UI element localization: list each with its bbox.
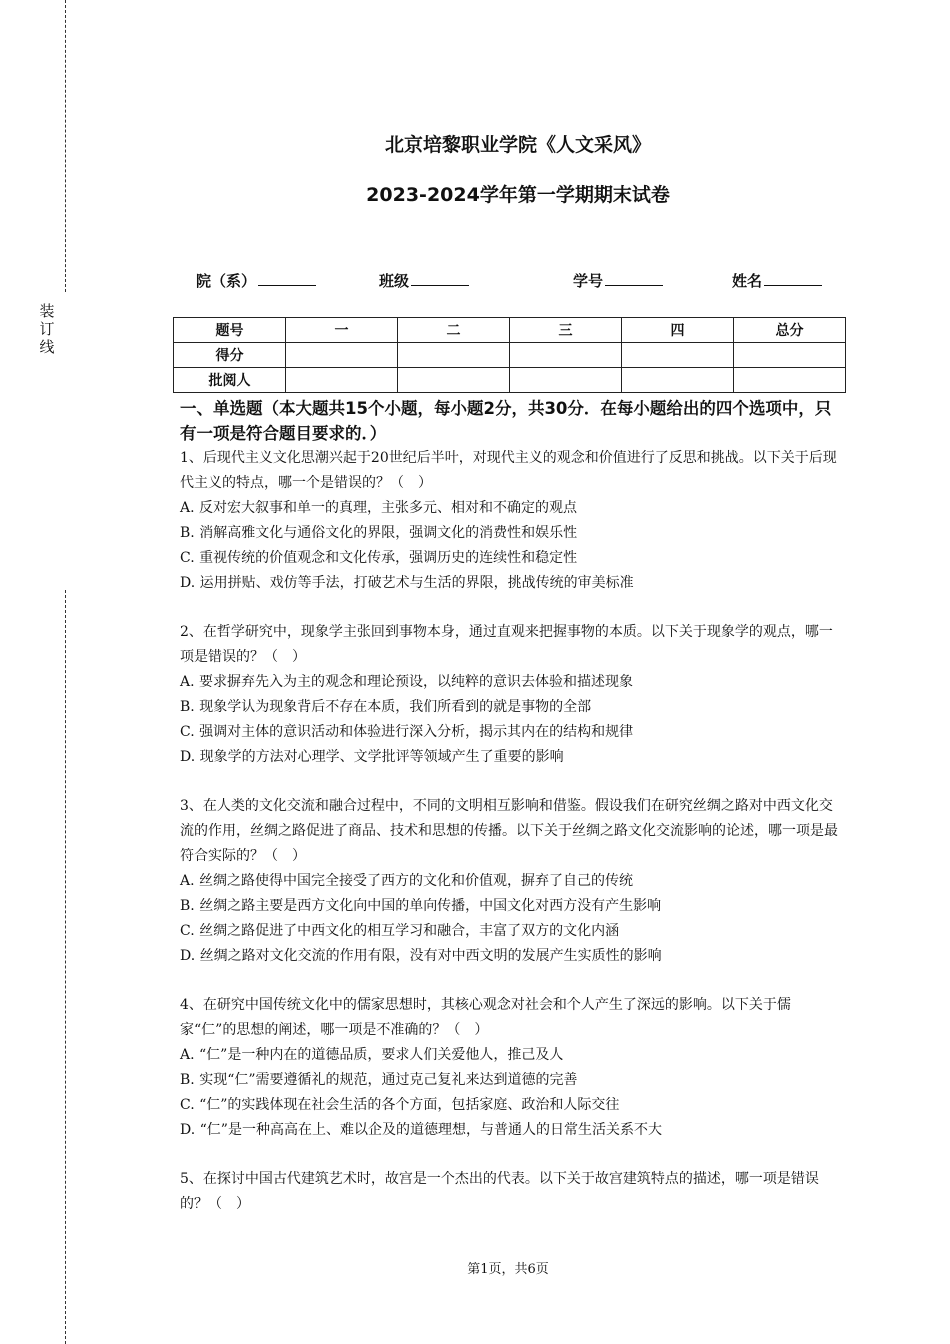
score-cell[interactable]	[734, 343, 846, 368]
binding-dashed-line-bottom	[65, 590, 66, 1344]
grader-row-label: 批阅人	[174, 368, 286, 393]
option-c[interactable]: C. “仁”的实践体现在社会生活的各个方面，包括家庭、政治和人际交往	[180, 1097, 620, 1113]
question-stem: 5、在探讨中国古代建筑艺术时，故宫是一个杰出的代表。以下关于故宫建筑特点的描述，哪一项是错误的？（ ）	[180, 1171, 819, 1212]
class-label: 班级	[379, 272, 410, 290]
score-row-label: 得分	[174, 343, 286, 368]
score-table	[173, 317, 846, 393]
class-field[interactable]	[379, 270, 469, 291]
section-heading: 一、单选题（本大题共15个小题，每小题2分，共30分．在每小题给出的四个选项中，只有一项是符合题目要求的．）	[180, 399, 832, 443]
score-header-cell: 一	[286, 318, 398, 343]
grader-cell[interactable]	[286, 368, 398, 393]
option-b[interactable]: B. 现象学认为现象背后不存在本质，我们所看到的就是事物的全部	[180, 699, 592, 715]
question-2	[180, 620, 840, 770]
option-b[interactable]: B. 丝绸之路主要是西方文化向中国的单向传播，中国文化对西方没有产生影响	[180, 898, 662, 914]
option-a[interactable]: A. “仁”是一种内在的道德品质，要求人们关爱他人，推己及人	[180, 1047, 564, 1063]
exam-title-course: 北京培黎职业学院《人文采风》	[384, 134, 651, 156]
option-c[interactable]: C. 丝绸之路促进了中西文化的相互学习和融合，丰富了双方的文化内涵	[180, 923, 620, 939]
score-cell[interactable]	[398, 343, 510, 368]
binding-char-1: 装	[39, 302, 55, 320]
college-label: 院（系）	[196, 272, 257, 290]
score-cell[interactable]	[286, 343, 398, 368]
option-b[interactable]: B. 消解高雅文化与通俗文化的界限，强调文化的消费性和娱乐性	[180, 525, 578, 541]
student-id-label: 学号	[573, 272, 604, 290]
score-header-cell: 题号	[174, 318, 286, 343]
score-cell[interactable]	[510, 343, 622, 368]
score-cell[interactable]	[622, 343, 734, 368]
score-table-header-row	[174, 318, 846, 343]
option-a[interactable]: A. 要求摒弃先入为主的观念和理论预设，以纯粹的意识去体验和描述现象	[180, 674, 634, 690]
score-table-grader-row	[174, 368, 846, 393]
question-4	[180, 993, 840, 1143]
question-3	[180, 794, 840, 969]
college-blank[interactable]	[258, 271, 316, 286]
binding-char-2: 订	[39, 320, 55, 338]
option-d[interactable]: D. 运用拼贴、戏仿等手法，打破艺术与生活的界限，挑战传统的审美标准	[180, 575, 634, 591]
grader-cell[interactable]	[398, 368, 510, 393]
question-5	[180, 1167, 840, 1217]
exam-title-term: 2023-2024学年第一学期期末试卷	[366, 184, 670, 206]
name-field[interactable]	[732, 270, 822, 291]
score-header-cell: 二	[398, 318, 510, 343]
option-b[interactable]: B. 实现“仁”需要遵循礼的规范，通过克己复礼来达到道德的完善	[180, 1072, 578, 1088]
binding-label	[38, 302, 56, 356]
option-d[interactable]: D. “仁”是一种高高在上、难以企及的道德理想，与普通人的日常生活关系不大	[180, 1122, 662, 1138]
page-footer: 第1页，共6页	[467, 1262, 549, 1277]
option-d[interactable]: D. 丝绸之路对文化交流的作用有限，没有对中西文明的发展产生实质性的影响	[180, 948, 662, 964]
grader-cell[interactable]	[734, 368, 846, 393]
option-d[interactable]: D. 现象学的方法对心理学、文学批评等领域产生了重要的影响	[180, 749, 564, 765]
grader-cell[interactable]	[510, 368, 622, 393]
class-blank[interactable]	[411, 271, 469, 286]
grader-cell[interactable]	[622, 368, 734, 393]
student-id-blank[interactable]	[605, 271, 663, 286]
question-stem: 3、在人类的文化交流和融合过程中，不同的文明相互影响和借鉴。假设我们在研究丝绸之路对中西文化交流的作用，丝绸之路促进了商品、技术和思想的传播。以下关于丝绸之路文化交流影响的论述，哪一项是最符合实际的？（ ）	[180, 798, 838, 864]
score-header-cell: 总分	[734, 318, 846, 343]
exam-content	[180, 396, 840, 1217]
student-id-field[interactable]	[573, 270, 663, 291]
option-c[interactable]: C. 重视传统的价值观念和文化传承，强调历史的连续性和稳定性	[180, 550, 578, 566]
option-a[interactable]: A. 丝绸之路使得中国完全接受了西方的文化和价值观，摒弃了自己的传统	[180, 873, 634, 889]
student-info-row	[0, 270, 950, 292]
option-c[interactable]: C. 强调对主体的意识活动和体验进行深入分析，揭示其内在的结构和规律	[180, 724, 634, 740]
question-stem: 4、在研究中国传统文化中的儒家思想时，其核心观念对社会和个人产生了深远的影响。以下关于儒家“仁”的思想的阐述，哪一项是不准确的？（ ）	[180, 997, 791, 1038]
score-header-cell: 三	[510, 318, 622, 343]
score-table-score-row	[174, 343, 846, 368]
score-header-cell: 四	[622, 318, 734, 343]
college-field[interactable]	[196, 270, 316, 291]
option-a[interactable]: A. 反对宏大叙事和单一的真理，主张多元、相对和不确定的观点	[180, 500, 578, 516]
question-stem: 1、后现代主义文化思潮兴起于20世纪后半叶，对现代主义的观念和价值进行了反思和挑战。以下关于后现代主义的特点，哪一个是错误的？（ ）	[180, 450, 837, 491]
question-stem: 2、在哲学研究中，现象学主张回到事物本身，通过直观来把握事物的本质。以下关于现象学的观点，哪一项是错误的？（ ）	[180, 624, 833, 665]
binding-char-3: 线	[39, 338, 55, 356]
question-1	[180, 446, 840, 596]
name-label: 姓名	[732, 272, 763, 290]
name-blank[interactable]	[764, 271, 822, 286]
